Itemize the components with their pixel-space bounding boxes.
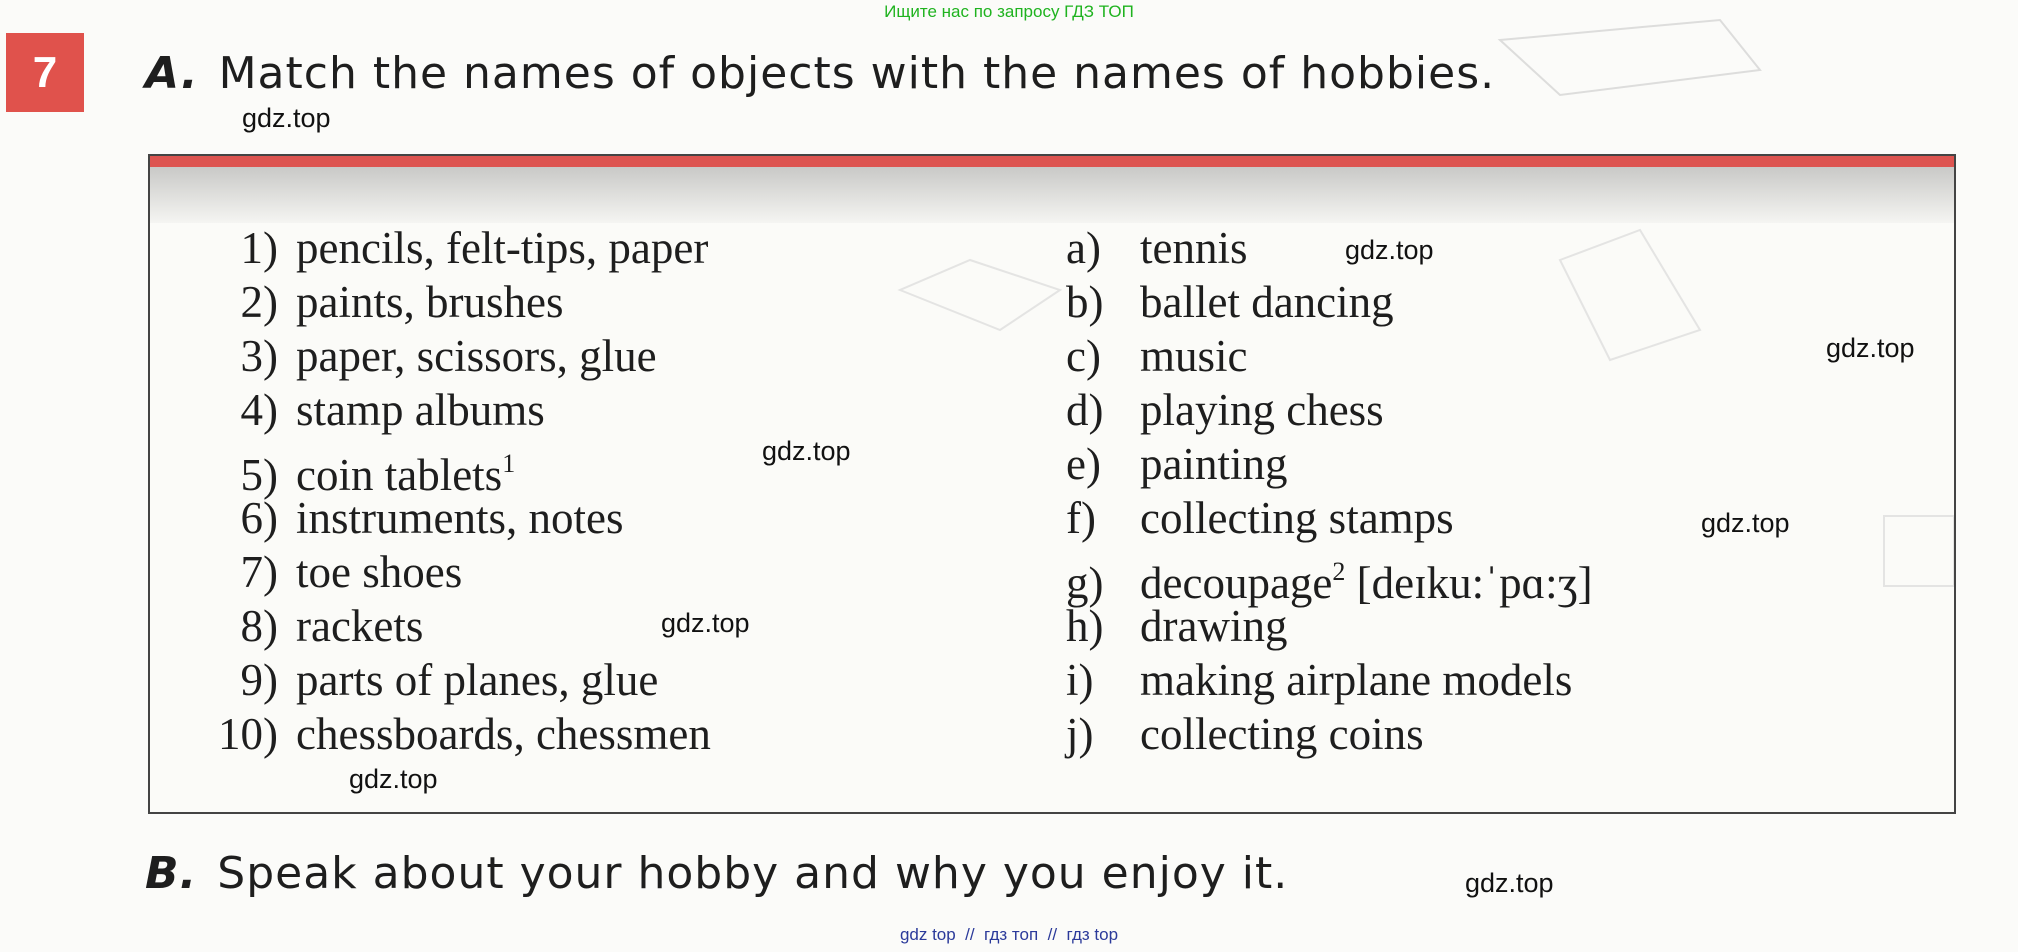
hobby-item bbox=[1066, 383, 1946, 437]
hobby-item bbox=[1066, 599, 1946, 653]
objects-list bbox=[150, 221, 1050, 761]
object-number: 9) bbox=[240, 655, 278, 705]
hobby-text: playing chess bbox=[1140, 385, 1384, 435]
hobby-text: music bbox=[1140, 331, 1248, 381]
object-number: 10) bbox=[218, 709, 278, 759]
hobby-letter: f) bbox=[1066, 493, 1096, 543]
hobby-letter: g) bbox=[1066, 558, 1104, 608]
object-number: 4) bbox=[240, 385, 278, 435]
object-number: 7) bbox=[240, 547, 278, 597]
object-text: stamp albums bbox=[296, 385, 545, 435]
object-item bbox=[150, 275, 1050, 329]
footnote-marker: 1 bbox=[502, 449, 516, 478]
hobby-text: tennis bbox=[1140, 223, 1248, 273]
hobbies-list bbox=[1066, 221, 1946, 761]
watermark: gdz.top bbox=[1465, 868, 1554, 898]
hobby-item bbox=[1066, 545, 1946, 608]
hobby-text: collecting stamps bbox=[1140, 493, 1454, 543]
task-a-letter: A. bbox=[145, 48, 199, 99]
watermark: gdz.top bbox=[349, 764, 438, 794]
object-number: 8) bbox=[240, 601, 278, 651]
object-text: chessboards, chessmen bbox=[296, 709, 711, 759]
object-item bbox=[150, 653, 1050, 707]
object-text: paints, brushes bbox=[296, 277, 564, 327]
hobby-item bbox=[1066, 221, 1946, 275]
task-b-letter: B. bbox=[145, 848, 198, 899]
object-item bbox=[150, 383, 1050, 437]
object-number: 3) bbox=[240, 331, 278, 381]
hobby-letter: j) bbox=[1066, 709, 1094, 759]
object-item bbox=[150, 491, 1050, 545]
hobby-letter: a) bbox=[1066, 223, 1101, 273]
task-a-text: Match the names of objects with the names of hobbies. bbox=[218, 48, 1496, 99]
task-b-text: Speak about your hobby and why you enjoy it. bbox=[217, 848, 1289, 899]
object-number: 5) bbox=[240, 450, 278, 500]
watermark: gdz.top bbox=[242, 103, 331, 133]
hobby-text: making airplane models bbox=[1140, 655, 1573, 705]
hobby-letter: e) bbox=[1066, 439, 1101, 489]
hobby-item bbox=[1066, 707, 1946, 761]
object-number: 1) bbox=[240, 223, 278, 273]
hobby-letter: b) bbox=[1066, 277, 1104, 327]
object-text: pencils, felt-tips, paper bbox=[296, 223, 709, 273]
object-text: toe shoes bbox=[296, 547, 463, 597]
watermark: gdz.top bbox=[1701, 508, 1790, 538]
hobby-letter: i) bbox=[1066, 655, 1094, 705]
object-text-main: coin tablets bbox=[296, 450, 503, 500]
object-text: rackets bbox=[296, 601, 424, 651]
task-b-heading bbox=[145, 848, 1288, 899]
hobby-item bbox=[1066, 275, 1946, 329]
footnote-marker: 2 bbox=[1332, 557, 1346, 586]
object-text: parts of planes, glue bbox=[296, 655, 659, 705]
box-header-band bbox=[150, 167, 1954, 223]
hobby-item bbox=[1066, 653, 1946, 707]
object-text: paper, scissors, glue bbox=[296, 331, 657, 381]
object-item bbox=[150, 545, 1050, 599]
hobby-letter: d) bbox=[1066, 385, 1104, 435]
watermark: gdz.top bbox=[762, 436, 851, 466]
task-a-heading bbox=[145, 48, 1495, 99]
watermark: gdz.top bbox=[1345, 235, 1434, 265]
object-text: instruments, notes bbox=[296, 493, 624, 543]
hobby-item bbox=[1066, 329, 1946, 383]
hobby-item bbox=[1066, 437, 1946, 491]
object-number: 6) bbox=[240, 493, 278, 543]
footer-links[interactable]: gdz top // гдз топ // гдз top bbox=[899, 925, 1119, 944]
transcription: [deɪku:ˈpɑ:ʒ] bbox=[1345, 558, 1593, 608]
object-item bbox=[150, 221, 1050, 275]
object-item bbox=[150, 599, 1050, 653]
object-item bbox=[150, 329, 1050, 383]
object-item bbox=[150, 707, 1050, 761]
hobby-text-main: decoupage bbox=[1140, 558, 1333, 608]
top-search-link[interactable]: Ищите нас по запросу ГДЗ ТОП bbox=[884, 2, 1134, 21]
hobby-text: painting bbox=[1140, 439, 1288, 489]
exercise-number-badge: 7 bbox=[6, 33, 84, 112]
hobby-letter: h) bbox=[1066, 601, 1104, 651]
watermark: gdz.top bbox=[661, 608, 750, 638]
hobby-text: ballet dancing bbox=[1140, 277, 1394, 327]
hobby-text: collecting coins bbox=[1140, 709, 1424, 759]
hobby-item bbox=[1066, 491, 1946, 545]
box-top-rule bbox=[150, 156, 1954, 167]
hobby-text: drawing bbox=[1140, 601, 1288, 651]
watermark: gdz.top bbox=[1826, 333, 1915, 363]
object-number: 2) bbox=[240, 277, 278, 327]
hobby-letter: c) bbox=[1066, 331, 1101, 381]
matching-box bbox=[148, 154, 1956, 814]
object-item bbox=[150, 437, 1050, 500]
